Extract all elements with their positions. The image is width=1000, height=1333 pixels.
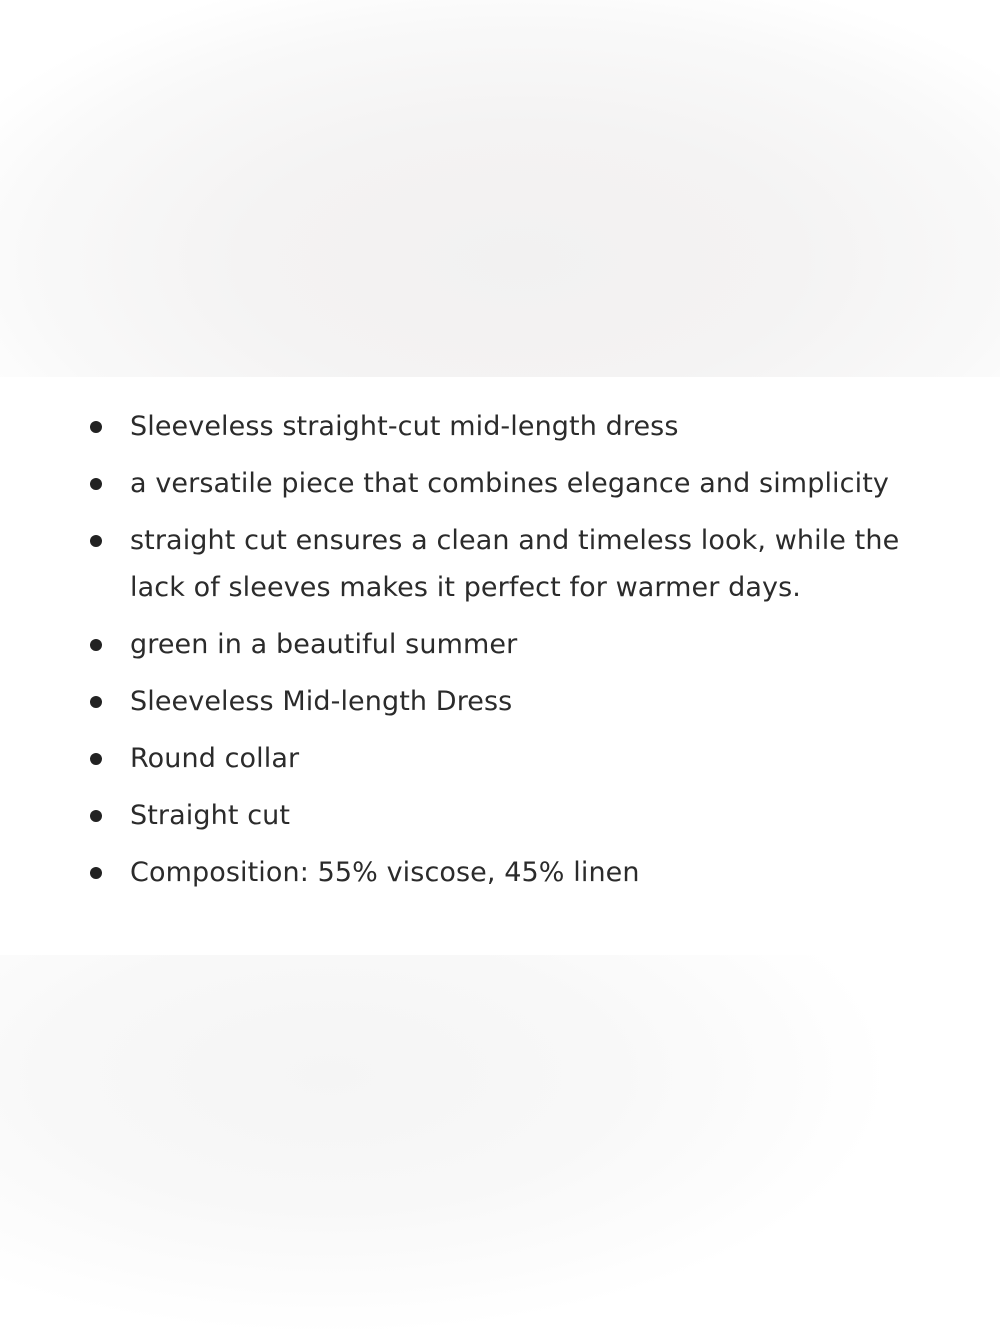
list-item bbox=[0, 460, 1000, 507]
bullet-dot-icon bbox=[90, 696, 102, 708]
feature-text: Composition: 55% viscose, 45% linen bbox=[130, 857, 640, 888]
feature-text: a versatile piece that combines elegance and simplicity bbox=[130, 468, 889, 499]
product-feature-list bbox=[0, 403, 1000, 906]
bullet-dot-icon bbox=[90, 478, 102, 490]
feature-text: Round collar bbox=[130, 743, 300, 774]
list-item bbox=[0, 678, 1000, 725]
feature-text: Sleeveless straight-cut mid-length dress bbox=[130, 411, 679, 442]
list-item bbox=[0, 735, 1000, 782]
top-background-band bbox=[0, 0, 1000, 377]
bullet-dot-icon bbox=[90, 867, 102, 879]
feature-text: green in a beautiful summer bbox=[130, 629, 518, 660]
feature-text: Straight cut bbox=[130, 800, 291, 831]
bullet-dot-icon bbox=[90, 810, 102, 822]
bullet-dot-icon bbox=[90, 639, 102, 651]
list-item bbox=[0, 792, 1000, 839]
list-item bbox=[0, 849, 1000, 896]
feature-text: Sleeveless Mid-length Dress bbox=[130, 686, 513, 717]
list-item bbox=[0, 517, 1000, 611]
bullet-dot-icon bbox=[90, 421, 102, 433]
feature-text: straight cut ensures a clean and timeless look, while the lack of sleeves makes it perfect for warmer days. bbox=[130, 525, 900, 603]
bullet-dot-icon bbox=[90, 535, 102, 547]
list-item bbox=[0, 403, 1000, 450]
bottom-background-band bbox=[0, 955, 1000, 1333]
bullet-dot-icon bbox=[90, 753, 102, 765]
list-item bbox=[0, 621, 1000, 668]
